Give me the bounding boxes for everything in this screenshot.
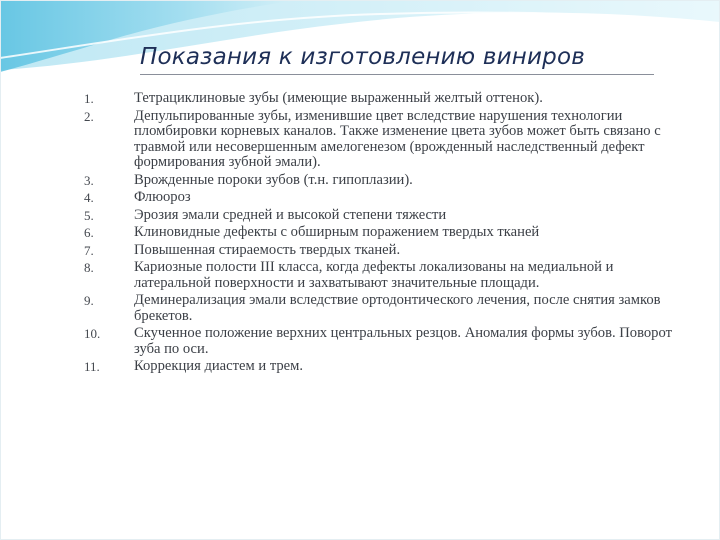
list-item-number: 3.: [84, 172, 94, 188]
list-item: [84, 359, 684, 375]
list-item: [84, 91, 684, 107]
list-item: [84, 293, 684, 324]
list-item-number: 7.: [84, 242, 94, 258]
list-item-text: Кариозные полости III класса, когда дефекты локализованы на медиальной и латеральной поверхности и захватывают значительные площади.: [134, 259, 614, 291]
list-item-text: Тетрациклиновые зубы (имеющие выраженный желтый оттенок).: [134, 90, 543, 106]
indications-list: [84, 91, 684, 377]
list-item: [84, 260, 684, 291]
list-item-number: 11.: [84, 359, 100, 374]
list-item-text: Врожденные пороки зубов (т.н. гипоплазии).: [134, 171, 413, 188]
list-item-number: 2.: [84, 108, 94, 124]
list-item-text: Депульпированные зубы, изменившие цвет вследствие нарушения технологии пломбировки корневых каналов. Также изменение цвета зубов может быть связано с травмой или несовершенным амелогенезом (врожденный наследственный дефект формирования зубной эмали).: [134, 107, 661, 170]
list-item-number: 8.: [84, 260, 94, 275]
list-item: [84, 225, 684, 241]
slide-title: Показания к изготовлению виниров: [140, 44, 585, 70]
list-item-text: Скученное положение верхних центральных резцов. Аномалия формы зубов. Поворот зуба по оси.: [134, 325, 672, 357]
list-item-text: Клиновидные дефекты с обширным поражением твердых тканей: [134, 224, 540, 240]
list-item-text: Флюороз: [134, 189, 191, 205]
list-item-text: Коррекция диастем и трем.: [134, 358, 304, 374]
list-item-number: 6.: [84, 225, 94, 240]
list-item: [84, 326, 684, 357]
list-item: [84, 208, 684, 224]
list-item: [84, 243, 684, 259]
title-underline: [140, 74, 654, 75]
list-item-number: 1.: [84, 91, 94, 106]
list-item-number: 10.: [84, 326, 101, 341]
list-item: [84, 173, 684, 189]
list-item: [84, 190, 684, 206]
list-item-number: 9.: [84, 293, 94, 308]
list-item-text: Эрозия эмали средней и высокой степени тяжести: [134, 206, 447, 223]
list-item: [84, 109, 684, 171]
list-item-text: Повышенная стираемость твердых тканей.: [134, 241, 401, 258]
list-item-number: 5.: [84, 207, 94, 223]
list-item-text: Деминерализация эмали вследствие ортодонтического лечения, после снятия замков брекетов.: [134, 292, 661, 324]
list-item-number: 4.: [84, 190, 94, 205]
